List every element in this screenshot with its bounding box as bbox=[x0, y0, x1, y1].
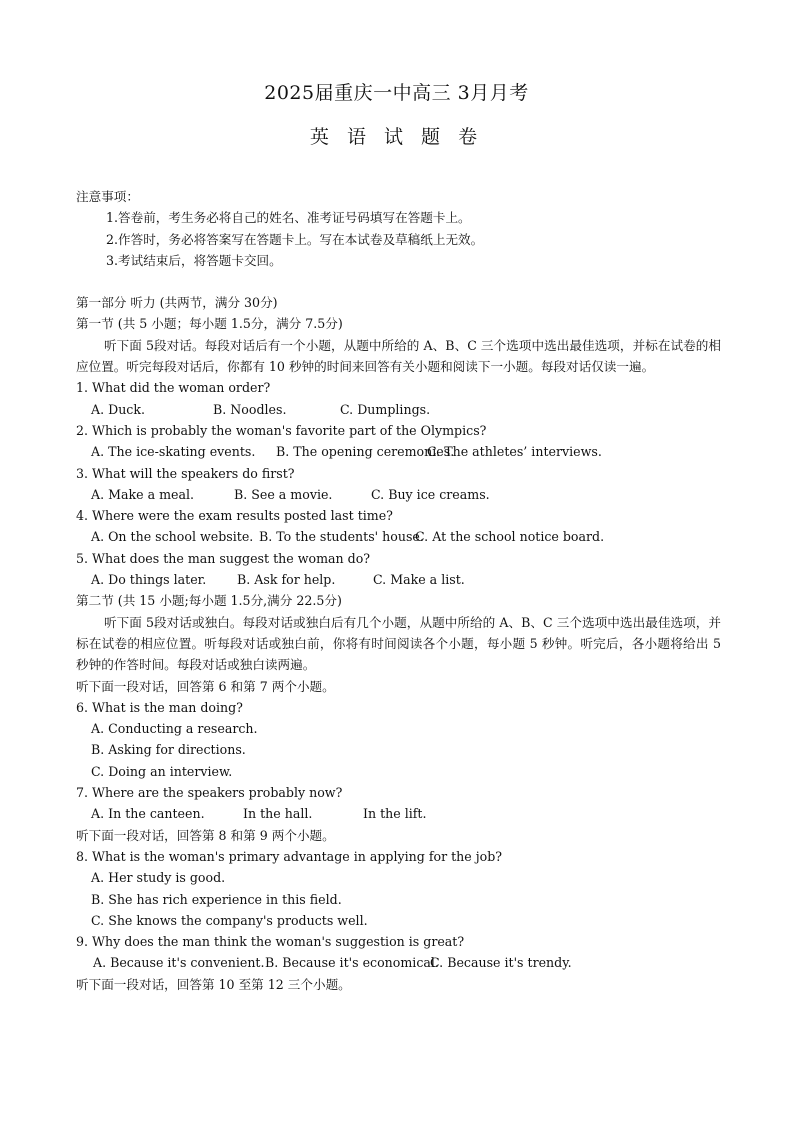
option-a: A. Her study is good. bbox=[91, 870, 226, 886]
option-c: C. At the school notice board. bbox=[415, 529, 605, 545]
option-c: C. Dumplings. bbox=[340, 401, 431, 417]
option-b: B. Because it's economical. bbox=[265, 955, 439, 971]
option-b: B. See a movie. bbox=[234, 486, 333, 502]
question-2: 2. Which is probably the woman's favorite part of the Olympics? bbox=[76, 422, 487, 438]
option-b: B. Ask for help. bbox=[237, 572, 336, 588]
spacer bbox=[76, 271, 721, 292]
option-a: A. The ice-skating events. bbox=[91, 444, 256, 460]
option-b: In the hall. bbox=[243, 806, 313, 822]
group-instruction-1: 听下面一段对话，回答第 6 和第 7 两个小题。 bbox=[76, 678, 335, 694]
option-b: B. The opening ceremonies. bbox=[276, 444, 455, 460]
option-c: C. Buy ice creams. bbox=[371, 486, 490, 502]
question-7-options bbox=[76, 803, 721, 824]
section1-heading: 第一节 (共 5 小题；每小题 1.5分，满分 7.5分) bbox=[76, 316, 343, 332]
question-5: 5. What does the man suggest the woman do? bbox=[76, 550, 371, 566]
question-6: 6. What is the man doing? bbox=[76, 699, 243, 715]
option-b: B. Asking for directions. bbox=[91, 742, 246, 758]
option-a: A. On the school website. bbox=[91, 529, 254, 545]
group-instruction-3: 听下面一段对话，回答第 10 至第 12 三个小题。 bbox=[76, 976, 351, 992]
option-c: C. Make a list. bbox=[373, 572, 465, 588]
section2-instructions: 听下面 5段对话或独白。每段对话或独白后有几个小题，从题中所给的 A、B、C 三个选项中选出最佳选项，并标在试卷的相应位置。听每段对话或独白前，你将有时间阅读各个小题，每小题 5 秒钟。听完后，各小题将给出 5 秒钟的作答时间。每段对话或独白读两遍。 bbox=[76, 614, 721, 673]
notice-label: 注意事项： bbox=[76, 189, 139, 204]
question-3-options bbox=[76, 484, 721, 505]
question-4: 4. Where were the exam results posted last time? bbox=[76, 508, 393, 524]
option-c: In the lift. bbox=[363, 806, 427, 822]
option-c: C. Because it's trendy. bbox=[430, 955, 572, 971]
question-4-options bbox=[76, 526, 721, 547]
question-1-options bbox=[76, 399, 721, 420]
option-a: A. Duck. bbox=[91, 401, 145, 417]
exam-subtitle: 英 语 试 题 卷 bbox=[309, 126, 484, 148]
section2-heading: 第二节 (共 15 小题;每小题 1.5分,满分 22.5分) bbox=[76, 593, 342, 609]
question-9: 9. Why does the man think the woman's suggestion is great? bbox=[76, 934, 465, 950]
question-8: 8. What is the woman's primary advantage in applying for the job? bbox=[76, 848, 503, 864]
option-b: B. She has rich experience in this field. bbox=[91, 891, 342, 907]
option-b: B. Noodles. bbox=[213, 401, 287, 417]
option-c: C. She knows the company's products well. bbox=[91, 912, 368, 928]
option-a: A. Do things later. bbox=[91, 572, 207, 588]
notice-item-2: 2.作答时，务必将答案写在答题卡上。写在本试卷及草稿纸上无效。 bbox=[106, 231, 484, 247]
option-b: B. To the students' house. bbox=[259, 529, 424, 545]
question-7: 7. Where are the speakers probably now? bbox=[76, 785, 343, 801]
notice-item-1: 1.答卷前，考生务必将自己的姓名、准考证号码填写在答题卡上。 bbox=[106, 210, 471, 226]
section1-instructions: 听下面 5段对话。每段对话后有一个小题，从题中所给的 A、B、C 三个选项中选出最佳选项，并标在试卷的相应位置。听完每段对话后，你都有 10 秒钟的时间来回答有关小题和阅读下一小题。每段对话仅读一遍。 bbox=[76, 337, 721, 375]
exam-title: 2025届重庆一中高三 3月月考 bbox=[264, 82, 529, 104]
option-a: A. Make a meal. bbox=[91, 486, 195, 502]
question-3: 3. What will the speakers do first? bbox=[76, 465, 295, 481]
question-2-options bbox=[76, 441, 721, 462]
option-c: C. The athletes’ interviews. bbox=[427, 444, 602, 460]
option-a: A. Because it's convenient. bbox=[93, 955, 265, 971]
part1-heading: 第一部分 听力 (共两节，满分 30分) bbox=[76, 295, 278, 311]
group-instruction-2: 听下面一段对话，回答第 8 和第 9 两个小题。 bbox=[76, 827, 335, 843]
option-a: A. Conducting a research. bbox=[91, 721, 258, 737]
option-c: C. Doing an interview. bbox=[91, 763, 233, 779]
exam-body bbox=[76, 186, 721, 995]
notice-item-3: 3.考试结束后，将答题卡交回。 bbox=[106, 252, 282, 268]
question-5-options bbox=[76, 569, 721, 590]
question-9-options bbox=[76, 952, 721, 973]
question-1: 1. What did the woman order? bbox=[76, 380, 271, 396]
option-a: A. In the canteen. bbox=[91, 806, 205, 822]
